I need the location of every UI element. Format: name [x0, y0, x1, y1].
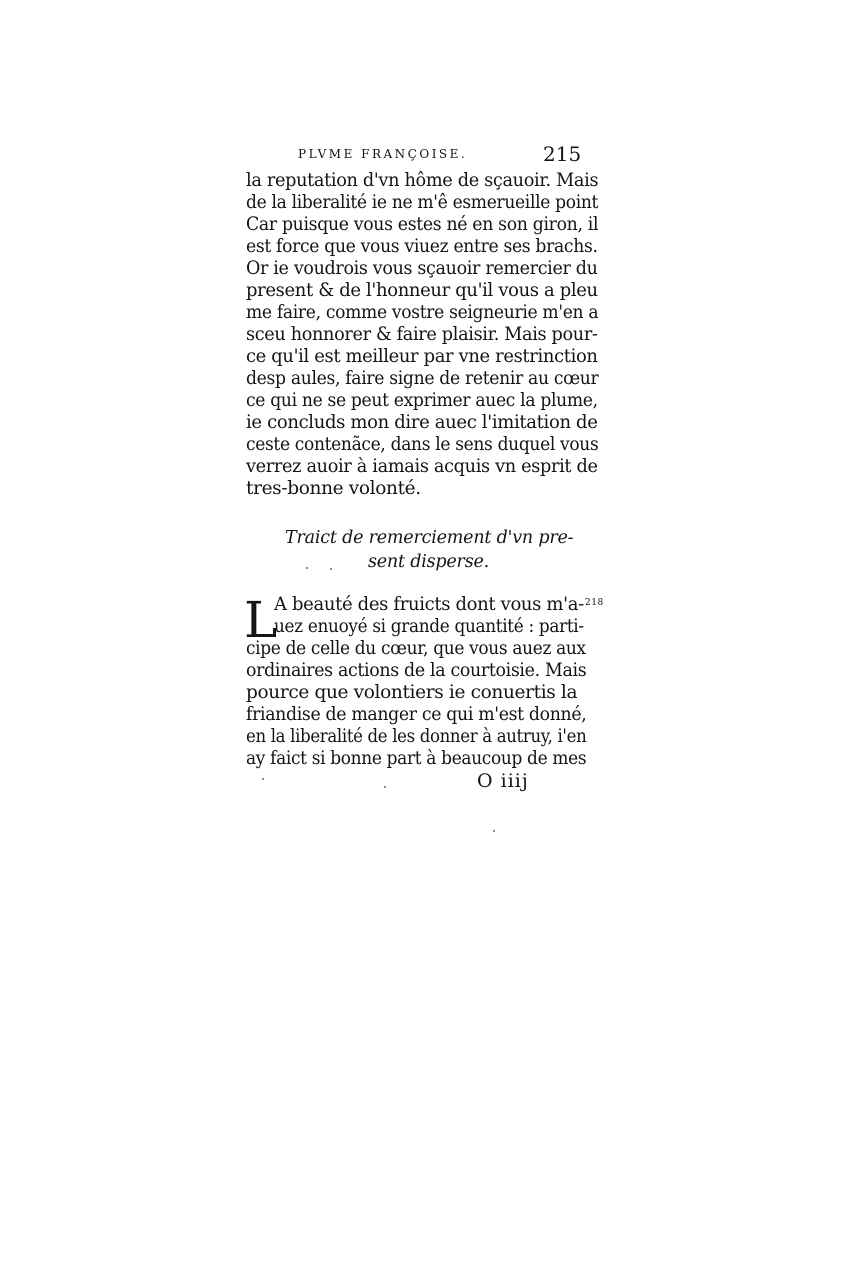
body-line: A beauté des fruicts dont vous m'a-	[274, 594, 584, 615]
body-line: ordinaires actions de la courtoisie. Mais	[246, 660, 587, 681]
body-line: Car puisque vous estes né en son giron, il	[246, 214, 599, 235]
body-line: la reputation d'vn hôme de sçauoir. Mais	[246, 170, 599, 191]
section-heading-line-2: sent disperse.	[368, 552, 490, 572]
page-number: 215	[543, 142, 582, 166]
body-line: ce qui ne se peut exprimer auec la plume,	[246, 390, 598, 411]
body-line: est force que vous viuez entre ses brachs.	[246, 236, 598, 257]
scan-speck	[384, 786, 386, 788]
body-line: verrez auoir à iamais acquis vn esprit de	[246, 456, 598, 477]
body-line: friandise de manger ce qui m'est donné,	[246, 704, 587, 725]
running-header-title: PLVME FRANÇOISE.	[298, 147, 468, 161]
body-line: present & de l'honneur qu'il vous a pleu	[246, 280, 598, 301]
body-line: sceu honnorer & faire plaisir. Mais pour-	[246, 324, 598, 345]
body-line: ceste contenãce, dans le sens duquel vous	[246, 434, 599, 455]
body-line: me faire, comme vostre seigneurie m'en a	[246, 302, 599, 323]
body-line: tres-bonne volonté.	[246, 478, 421, 499]
body-line: Or ie voudrois vous sçauoir remercier du	[246, 258, 598, 279]
body-line: cipe de celle du cœur, que vous auez aux	[246, 638, 586, 659]
scan-speck	[262, 778, 264, 780]
body-line: uez enuoyé si grande quantité : parti-	[274, 616, 584, 637]
drop-cap-letter: L	[244, 591, 278, 649]
margin-note: 218	[585, 598, 604, 608]
body-line: pource que volontiers ie conuertis la	[246, 682, 578, 703]
section-heading-line-1: Traict de remerciement d'vn pre-	[285, 528, 574, 548]
body-line: ce qu'il est meilleur par vne restrinction	[246, 346, 598, 367]
body-line: en la liberalité de les donner à autruy, i'en	[246, 726, 587, 747]
body-line: de la liberalité ie ne m'ê esmerueille point	[246, 192, 599, 213]
body-line: desp aules, faire signe de retenir au cœur	[246, 368, 599, 389]
scan-speck	[330, 568, 332, 570]
body-line: ie concluds mon dire auec l'imitation de	[246, 412, 598, 433]
body-line: ay faict si bonne part à beaucoup de mes	[246, 748, 587, 769]
signature-mark: O iiij	[477, 770, 529, 792]
scan-speck	[493, 830, 495, 832]
scan-speck	[306, 567, 308, 569]
